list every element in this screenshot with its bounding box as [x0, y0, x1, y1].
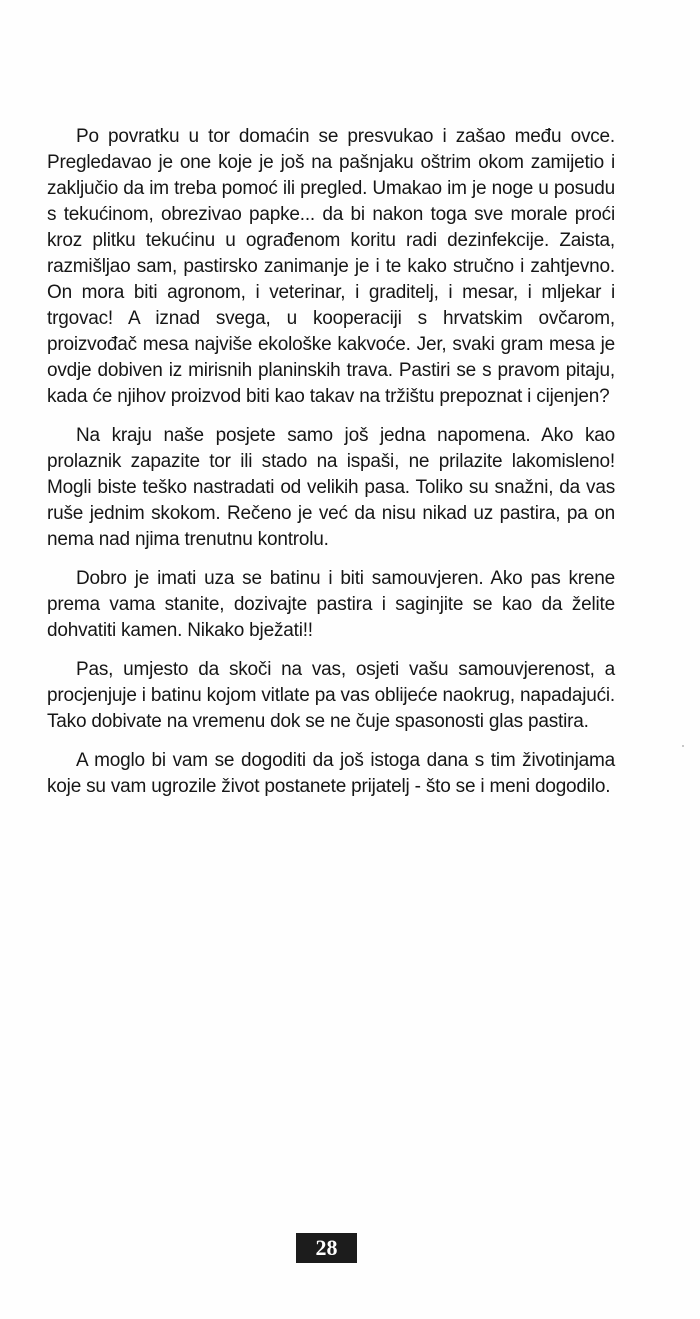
- paragraph-4: Pas, umjesto da skoči na vas, osjeti vašu samouvjerenost, a procjenjuje i batinu kojom vitlate pa vas oblijeće naokrug, napadajući. Tako dobivate na vremenu dok se ne čuje spasonosti glas pastira.: [47, 659, 615, 732]
- paragraph-3: Dobro je imati uza se batinu i biti samouvjeren. Ako pas krene prema vama stanite, dozivajte pastira i saginjite se kao da želite dohvatiti kamen. Nikako bježati!!: [47, 568, 615, 641]
- scan-speck: [682, 745, 684, 747]
- paragraph-5: A moglo bi vam se dogoditi da još istoga dana s tim životinjama koje su vam ugrozile život postanete prijatelj - što se i meni dogodilo.: [47, 750, 615, 797]
- page-number-badge: 28: [296, 1233, 357, 1263]
- body-text: [47, 124, 615, 813]
- paragraph-2: Na kraju naše posjete samo još jedna napomena. Ako kao prolaznik zapazite tor ili stado na ispaši, ne prilazite lakomisleno! Mogli biste teško nastradati od velikih pasa. Toliko su snažni, da vas ruše jednim skokom. Rečeno je već da nisu nikad uz pastira, pa on nema nad njima trenutnu kontrolu.: [47, 425, 615, 550]
- paragraph-1: Po povratku u tor domaćin se presvukao i zašao među ovce. Pregledavao je one koje je još na pašnjaku oštrim okom zamijetio i zaključio da im treba pomoć ili pregled. Umakao im je noge u posudu s tekućinom, obrezivao papke... da bi nakon toga sve morale proći kroz plitku tekućinu u ograđenom koritu radi dezinfekcije. Zaista, razmišljao sam, pastirsko zanimanje je i te kako stručno i zahtjevno. On mora biti agronom, i veterinar, i graditelj, i mesar, i mljekar i trgovac! A iznad svega, u kooperaciji s hrvatskim ovčarom, proizvođač mesa najviše ekološke kakvoće. Jer, svaki gram mesa je ovdje dobiven iz mirisnih planinskih trava. Pastiri se s pravom pitaju, kada će njihov proizvod biti kao takav na tržištu prepoznat i cijenjen?: [47, 126, 615, 407]
